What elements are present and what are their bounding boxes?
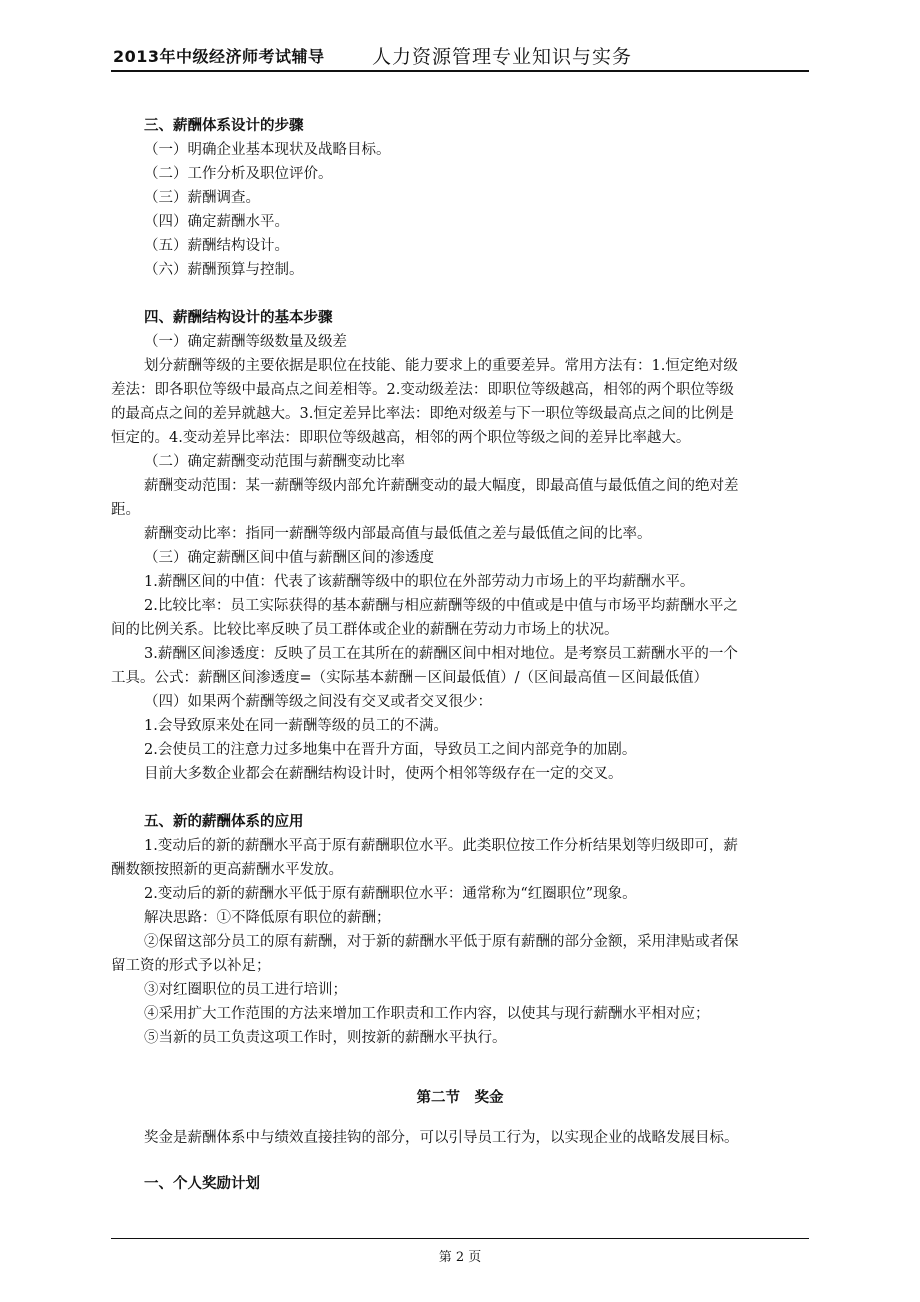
paragraph-line: 解决思路：①不降低原有职位的薪酬； bbox=[144, 910, 391, 926]
section-heading: 三、薪酬体系设计的步骤 bbox=[144, 118, 304, 134]
paragraph-line: ④采用扩大工作范围的方法来增加工作职责和工作内容，以使其与现行薪酬水平相对应； bbox=[144, 1006, 710, 1022]
paragraph-line: 的最高点之间的差异就越大。3.恒定差异比率法：即绝对级差与下一职位等级最高点之间的比例是 bbox=[111, 406, 734, 422]
paragraph-line: （五）薪酬结构设计。 bbox=[144, 238, 289, 254]
paragraph-line: 1.变动后的新的薪酬水平高于原有薪酬职位水平。此类职位按工作分析结果划等归级即可，薪 bbox=[144, 838, 738, 854]
paragraph-line: 工具。公式：薪酬区间渗透度=（实际基本薪酬－区间最低值）/（区间最高值－区间最低值） bbox=[111, 670, 709, 686]
footer-divider bbox=[111, 1238, 809, 1239]
paragraph-line: （一）确定薪酬等级数量及级差 bbox=[144, 334, 347, 350]
paragraph-line: （六）薪酬预算与控制。 bbox=[144, 262, 304, 278]
paragraph-line: （三）薪酬调查。 bbox=[144, 190, 260, 206]
header-subject-title: 人力资源管理专业知识与实务 bbox=[372, 46, 633, 68]
paragraph-line: 间的比例关系。比较比率反映了员工群体或企业的薪酬在劳动力市场上的状况。 bbox=[111, 622, 619, 638]
paragraph-line: 1.会导致原来处在同一薪酬等级的员工的不满。 bbox=[144, 718, 448, 734]
paragraph-line: （四）如果两个薪酬等级之间没有交叉或者交叉很少： bbox=[144, 694, 492, 710]
section-heading: 一、个人奖励计划 bbox=[144, 1176, 260, 1192]
paragraph-line: 2.变动后的新的薪酬水平低于原有薪酬职位水平：通常称为“红圈职位”现象。 bbox=[144, 886, 637, 902]
paragraph-line: 奖金是薪酬体系中与绩效直接挂钩的部分，可以引导员工行为，以实现企业的战略发展目标。 bbox=[144, 1130, 739, 1146]
paragraph-line: （二）工作分析及职位评价。 bbox=[144, 166, 333, 182]
paragraph-line: （四）确定薪酬水平。 bbox=[144, 214, 289, 230]
paragraph-line: ②保留这部分员工的原有薪酬，对于新的薪酬水平低于原有薪酬的部分金额，采用津贴或者保 bbox=[144, 934, 739, 950]
paragraph-line: 差法：即各职位等级中最高点之间差相等。2.变动级差法：即职位等级越高，相邻的两个职位等级 bbox=[111, 382, 734, 398]
paragraph-line: （二）确定薪酬变动范围与薪酬变动比率 bbox=[144, 454, 405, 470]
paragraph-line: （一）明确企业基本现状及战略目标。 bbox=[144, 142, 391, 158]
paragraph-line: ③对红圈职位的员工进行培训； bbox=[144, 982, 347, 998]
paragraph-line: （三）确定薪酬区间中值与薪酬区间的渗透度 bbox=[144, 550, 434, 566]
paragraph-line: 目前大多数企业都会在薪酬结构设计时，使两个相邻等级存在一定的交叉。 bbox=[144, 766, 623, 782]
paragraph-line: 划分薪酬等级的主要依据是职位在技能、能力要求上的重要差异。常用方法有：1.恒定绝对级 bbox=[144, 358, 738, 374]
header-exam-title: 2013年中级经济师考试辅导 bbox=[113, 47, 325, 66]
paragraph-line: 薪酬变动比率：指同一薪酬等级内部最高值与最低值之差与最低值之间的比率。 bbox=[144, 526, 652, 542]
paragraph-line: 2.会使员工的注意力过多地集中在晋升方面，导致员工之间内部竞争的加剧。 bbox=[144, 742, 637, 758]
paragraph-line: 薪酬变动范围：某一薪酬等级内部允许薪酬变动的最大幅度，即最高值与最低值之间的绝对差 bbox=[144, 478, 739, 494]
paragraph-line: 留工资的形式予以补足； bbox=[111, 958, 271, 974]
paragraph-line: 恒定的。4.变动差异比率法：即职位等级越高，相邻的两个职位等级之间的差异比率越大。 bbox=[111, 430, 691, 446]
paragraph-line: 1.薪酬区间的中值：代表了该薪酬等级中的职位在外部劳动力市场上的平均薪酬水平。 bbox=[144, 574, 695, 590]
paragraph-line: 3.薪酬区间渗透度：反映了员工在其所在的薪酬区间中相对地位。是考察员工薪酬水平的一个 bbox=[144, 646, 738, 662]
paragraph-line: 2.比较比率：员工实际获得的基本薪酬与相应薪酬等级的中值或是中值与市场平均薪酬水平之 bbox=[144, 598, 738, 614]
paragraph-line: ⑤当新的员工负责这项工作时，则按新的薪酬水平执行。 bbox=[144, 1030, 507, 1046]
chapter-section-title: 第二节 奖金 bbox=[416, 1090, 504, 1106]
page-number: 第 2 页 bbox=[438, 1250, 482, 1265]
paragraph-line: 距。 bbox=[111, 502, 140, 518]
header-divider bbox=[111, 70, 809, 72]
section-heading: 四、薪酬结构设计的基本步骤 bbox=[144, 310, 333, 326]
section-heading: 五、新的薪酬体系的应用 bbox=[144, 814, 304, 830]
paragraph-line: 酬数额按照新的更高薪酬水平发放。 bbox=[111, 862, 343, 878]
